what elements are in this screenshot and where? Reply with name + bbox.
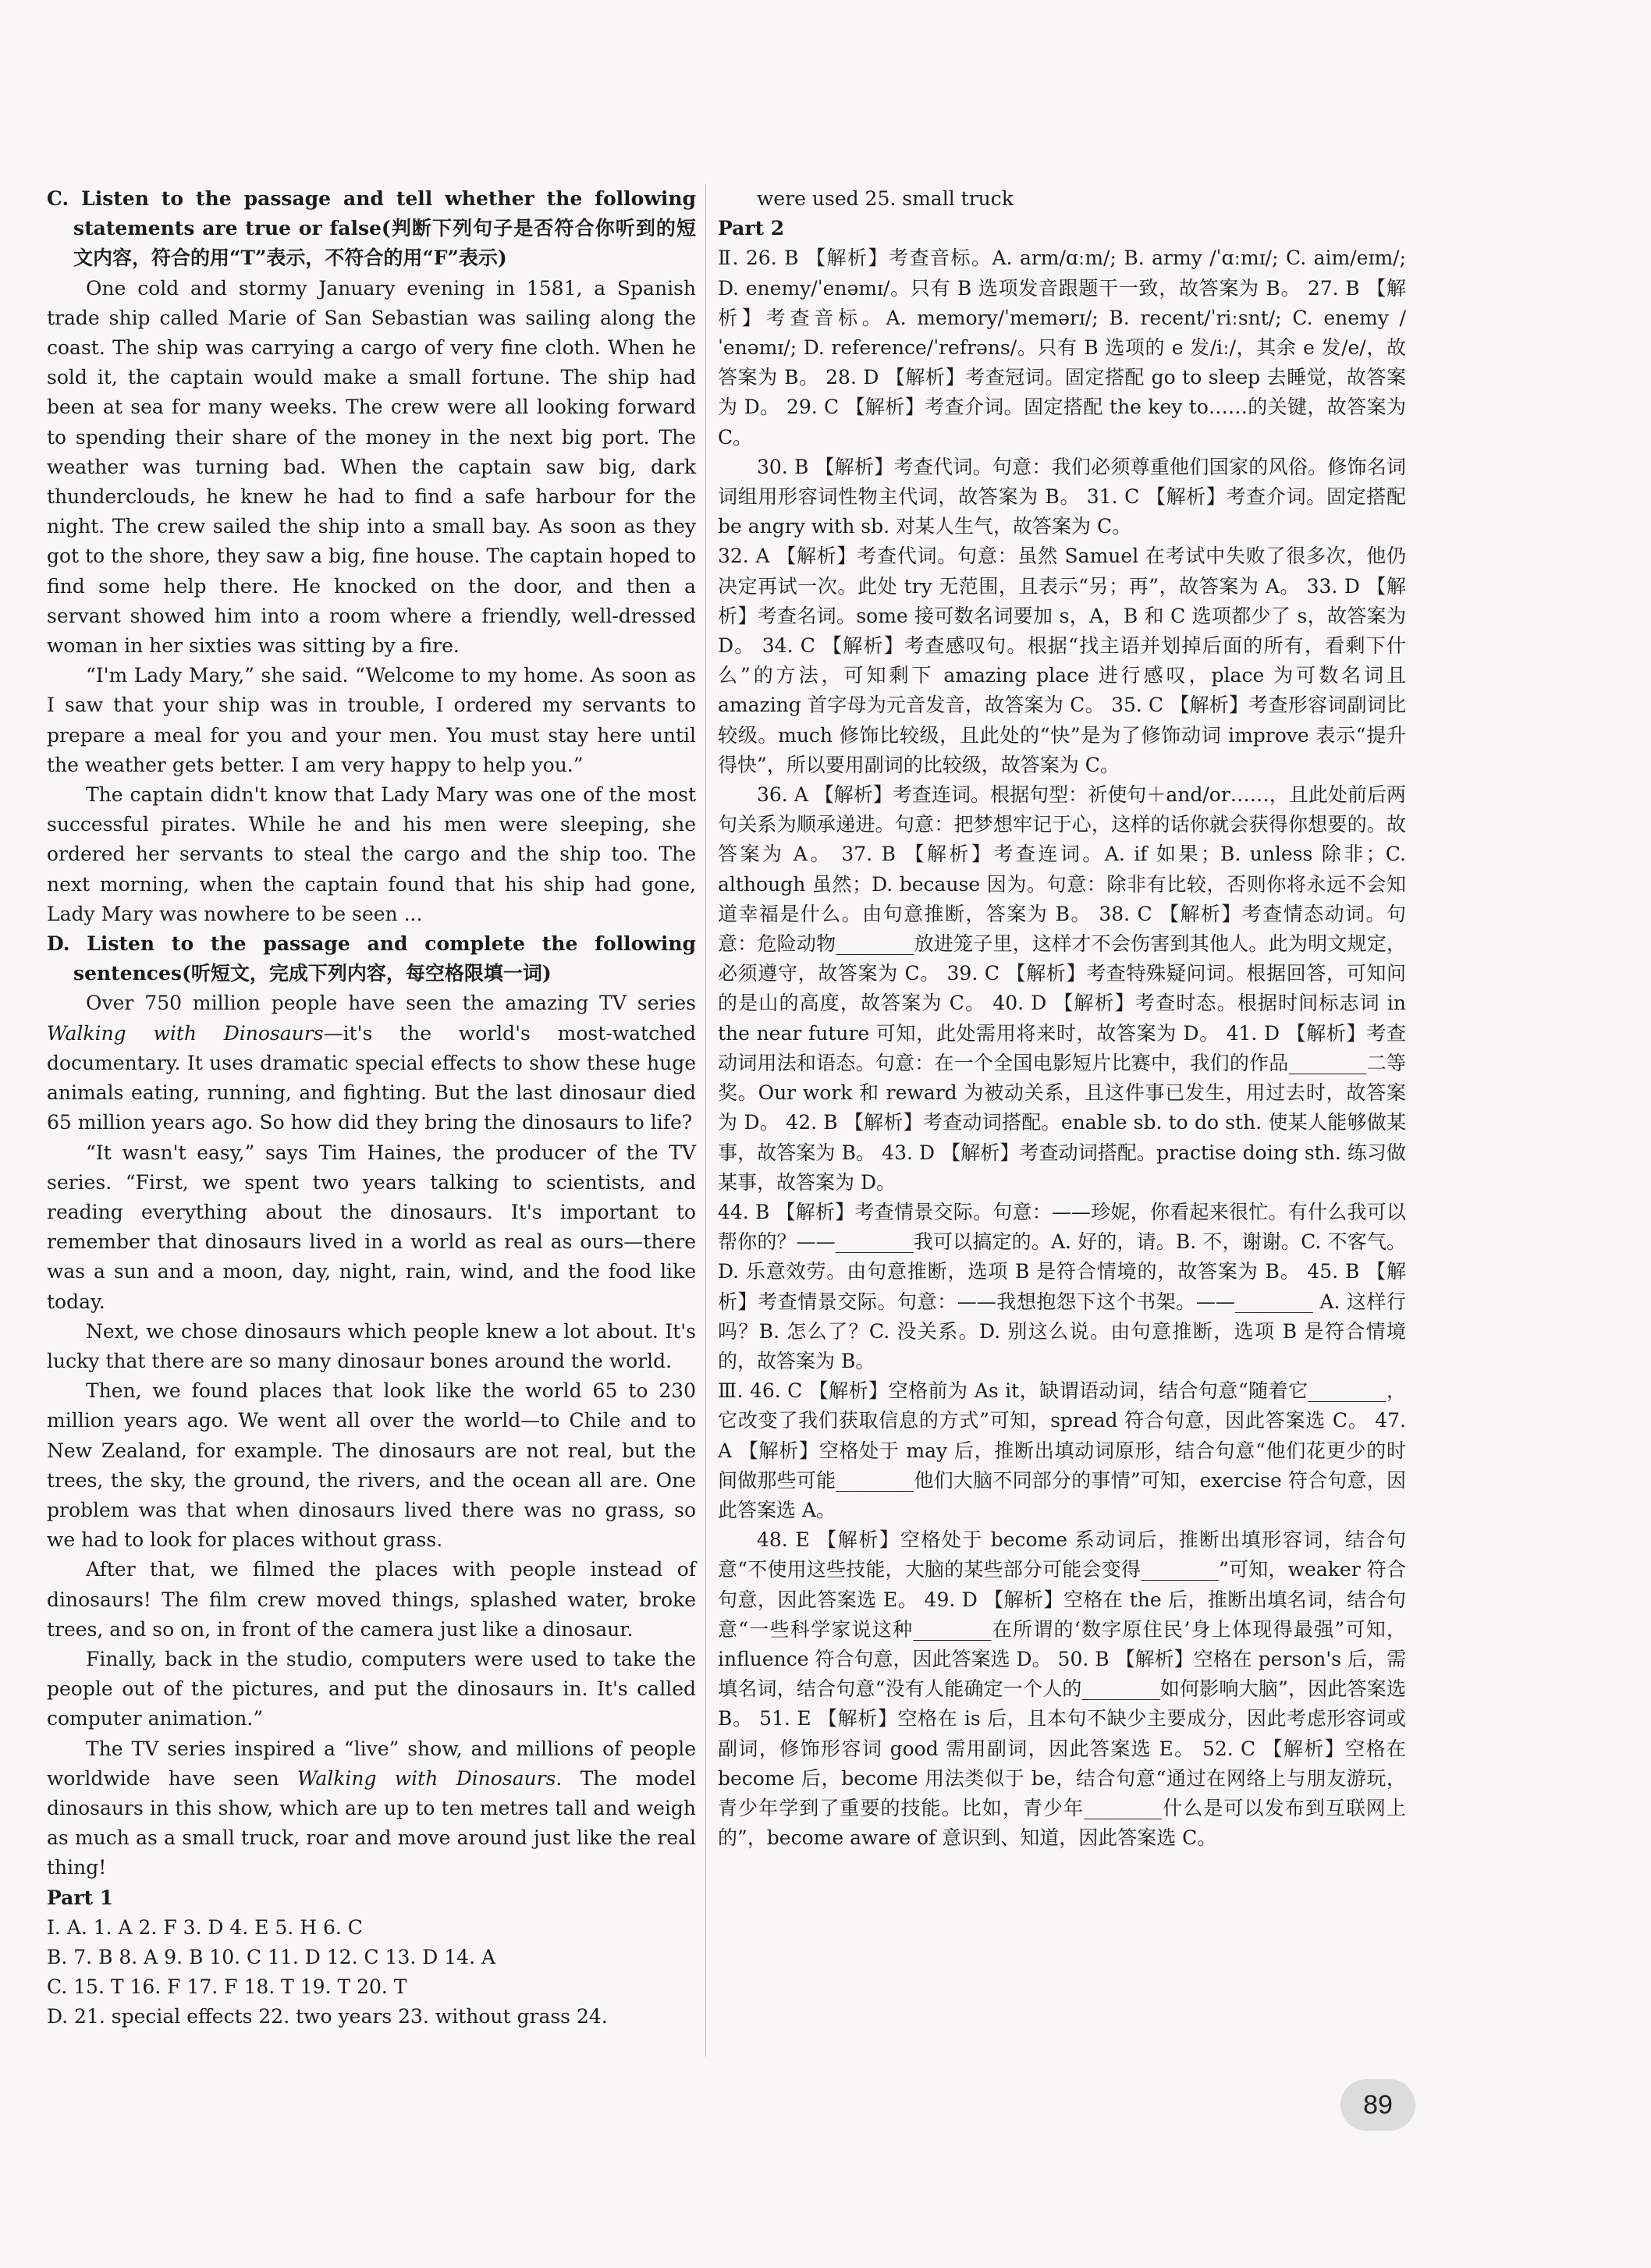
- explanation-paragraph: Ⅲ. 46. C 【解析】空格前为 As it，缺谓语动词，结合句意“随着它________，它改变了我们获取信息的方式”可知，spread 符合句意，因此答案选 C。 47. A 【解析】空格处于 may 后，推断出填动词原形，结合句意“他们花更少的时间做那些可能________他们大脑不同部分的事情”可知，exercise 符合句意，因此答案选 A。: [718, 1379, 1406, 1521]
- section-d-paragraph: “It wasn't easy,” says Tim Haines, the producer of the TV series. “First, we spent two years talking to scientists, and reading everything about the dinosaurs. It's important to remember that dinosaurs lived in a world as real as ours—there was a sun and a moon, day, night, rain, wind, and the food like today.: [47, 1141, 696, 1313]
- section-d-paragraph: After that, we filmed the places with people instead of dinosaurs! The film crew moved things, splashed water, broke trees, and so on, in front of the camera just like a dinosaur.: [47, 1558, 696, 1641]
- explanation-paragraph: 36. A 【解析】考查连词。根据句型：祈使句＋and/or……，且此处前后两句关系为顺承递进。句意：把梦想牢记于心，这样的话你就会获得你想要的。故答案为 A。 37. B 【解析】考查连词。A. if 如果；B. unless 除非；C. although 虽然；D. because 因为。句意：除非有比较，否则你将永远不会知道幸福是什么。由句意推断，答案为 B。 38. C 【解析】考查情态动词。句意：危险动物________放进笼子里，这样才不会伤害到其他人。此为明文规定，必须遵守，故答案为 C。 39. C 【解析】考查特殊疑问词。根据回答，可知问的是山的高度，故答案为 C。 40. D 【解析】考查时态。根据时间标志词 in the near future 可知，此处需用将来时，故答案为 D。 41. D 【解析】考查动词用法和语态。句意：在一个全国电影短片比赛中，我们的作品________二等奖。Our work 和 reward 为被动关系，且这件事已发生，用过去时，故答案为 D。 42. B 【解析】考查动词搭配。enable sb. to do sth. 使某人能够做某事，故答案为 B。 43. D 【解析】考查动词搭配。practise doing sth. 练习做某事，故答案为 D。: [718, 783, 1406, 1194]
- series-title: Walking with Dinosaurs: [296, 1766, 556, 1790]
- section-d-paragraph: Finally, back in the studio, computers were used to take the people out of the pictures, and put the dinosaurs in. It's called computer animation.”: [47, 1647, 696, 1730]
- answer-line: C. 15. T 16. F 17. F 18. T 19. T 20. T: [47, 1975, 407, 1999]
- part-1-label: Part 1: [47, 1886, 114, 1909]
- right-column: [718, 184, 1406, 1853]
- series-title: Walking with Dinosaurs: [47, 1021, 324, 1045]
- answer-line: B. 7. B 8. A 9. B 10. C 11. D 12. C 13. D 14. A: [47, 1945, 496, 1968]
- column-divider: [705, 184, 706, 2057]
- explanation-paragraph: 32. A 【解析】考查代词。句意：虽然 Samuel 在考试中失败了很多次，他仍决定再试一次。此处 try 无范围，且表示“另；再”，故答案为 A。 33. D 【解析】考查名词。some 接可数名词要加 s，A，B 和 C 选项都少了 s，故答案为 D。 34. C 【解析】考查感叹句。根据“找主语并划掉后面的所有，看剩下什么”的方法，可知剩下 amazing place 进行感叹，place 为可数名词且 amazing 首字母为元音发音，故答案为 C。 35. C 【解析】考查形容词副词比较级。much 修饰比较级，且此处的“快”是为了修饰动词 improve 表示“提升得快”，所以要用副词的比较级，故答案为 C。: [718, 545, 1406, 776]
- section-d-paragraph: Then, we found places that look like the world 65 to 230 million years ago. We went all over the world—to Chile and to New Zealand, for example. The dinosaurs are not real, but the trees, the sky, the ground, the rivers, and the ocean all are. One problem was that when dinosaurs lived there was no grass, so we had to look for places without grass.: [47, 1379, 696, 1552]
- section-c-heading: C. Listen to the passage and tell whether the following statements are true or false(判断下列句子是否符合你听到的短文内容，符合的用“T”表示，不符合的用“F”表示): [47, 187, 696, 270]
- text-span: . The model dinosaurs in this show, which are up to ten metres tall and weigh as much as a small truck, roar and move around just like the real thing!: [47, 1766, 697, 1879]
- explanation-paragraph: 48. E 【解析】空格处于 become 系动词后，推断出填形容词，结合句意“不使用这些技能，大脑的某些部分可能会变得________”可知，weaker 符合句意，因此答案选 E。 49. D 【解析】空格在 the 后，推断出填名词，结合句意“一些科学家说这种________在所谓的‘数字原住民’身上体现得最强”可知，influence 符合句意，因此答案选 D。 50. B 【解析】空格在 person's 后，需填名词，结合句意“没有人能确定一个人的________如何影响大脑”，因此答案选 B。 51. E 【解析】空格在 is 后，且本句不缺少主要成分，因此考虑形容词或副词，修饰形容词 good 需用副词，因此答案选 E。 52. C 【解析】空格在 become 后，become 用法类似于 be，结合句意“通过在网络上与朋友游玩，青少年学到了重要的技能。比如，青少年________什么是可以发布到互联网上的”，become aware of 意识到、知道，因此答案选 C。: [718, 1528, 1406, 1850]
- answer-line: Ⅰ. A. 1. A 2. F 3. D 4. E 5. H 6. C: [47, 1915, 363, 1939]
- answer-continuation: were used 25. small truck: [757, 187, 1014, 210]
- explanation-paragraph: 30. B 【解析】考查代词。句意：我们必须尊重他们国家的风俗。修饰名词词组用形容词性物主代词，故答案为 B。 31. C 【解析】考查介词。固定搭配 be angry with sb. 对某人生气，故答案为 C。: [718, 455, 1406, 538]
- section-d-paragraph: Next, we chose dinosaurs which people knew a lot about. It's lucky that there are so many dinosaur bones around the world.: [47, 1319, 696, 1372]
- section-d-paragraph: [47, 988, 696, 1138]
- page-number: 89: [1340, 2079, 1415, 2131]
- section-d-heading: D. Listen to the passage and complete the following sentences(听短文，完成下列内容，每空格限填一词): [47, 932, 696, 985]
- part-2-label: Part 2: [718, 217, 785, 240]
- section-d-paragraph: [47, 1734, 696, 1883]
- explanation-paragraph: 44. B 【解析】考查情景交际。句意：——珍妮，你看起来很忙。有什么我可以帮你的？——________我可以搞定的。A. 好的，请。B. 不，谢谢。C. 不客气。D. 乐意效劳。由句意推断，选项 B 是符合情境的，故答案为 B。 45. B 【解析】考查情景交际。句意：——我想抱怨下这个书架。——________ A. 这样行吗？B. 怎么了？C. 没关系。D. 别这么说。由句意推断，选项 B 是符合情境的，故答案为 B。: [718, 1200, 1406, 1372]
- explanation-paragraph: Ⅱ. 26. B 【解析】考查音标。A. arm/ɑːm/; B. army /ˈɑːmɪ/; C. aim/eɪm/; D. enemy/ˈenəmɪ/。只有 B 选项发音跟题干一致，故答案为 B。 27. B 【解析】考查音标。A. memory/ˈmemərɪ/; B. recent/ˈriːsnt/; C. enemy /ˈenəmɪ/; D. reference/ˈrefrəns/。只有 B 选项的 e 发/iː/，其余 e 发/e/，故答案为 B。 28. D 【解析】考查冠词。固定搭配 go to sleep 去睡觉，故答案为 D。 29. C 【解析】考查介词。固定搭配 the key to……的关键，故答案为 C。: [718, 247, 1406, 449]
- text-span: —it's the world's most-watched documentary. It uses dramatic special effects to show these huge animals eating, running, and fighting. But the last dinosaur died 65 million years ago. So how did they bring the dinosaurs to life?: [47, 1021, 696, 1134]
- section-c-paragraph: One cold and stormy January evening in 1581, a Spanish trade ship called Marie of San Sebastian was sailing along the coast. The ship was carrying a cargo of very fine cloth. When he sold it, the captain would make a small fortune. The ship had been at sea for many weeks. The crew were all looking forward to spending their share of the money in the next big port. The weather was turning bad. When the captain saw big, dark thunderclouds, he knew he had to find a safe harbour for the night. The crew sailed the ship into a small bay. As soon as they got to the shore, they saw a big, fine house. The captain hoped to find some help there. He knocked on the door, and then a servant showed him into a room where a friendly, well-dressed woman in her sixties was sitting by a fire.: [47, 276, 696, 658]
- top-margin: [0, 0, 1651, 31]
- section-c-paragraph: “I'm Lady Mary,” she said. “Welcome to my home. As soon as I saw that your ship was in trouble, I ordered my servants to prepare a meal for you and your men. You must stay here until the weather gets better. I am very happy to help you.”: [47, 664, 696, 776]
- answer-line: D. 21. special effects 22. two years 23. without grass 24.: [47, 2005, 608, 2028]
- left-column: [47, 184, 696, 2032]
- section-c-paragraph: The captain didn't know that Lady Mary was one of the most successful pirates. While he and his men were sleeping, she ordered her servants to steal the cargo and the ship too. The next morning, when the captain found that his ship had gone, Lady Mary was nowhere to be seen ...: [47, 783, 696, 925]
- text-span: Over 750 million people have seen the amazing TV series: [86, 992, 696, 1015]
- text-span: The TV series inspired a “live” show, and millions of people worldwide have seen: [47, 1737, 696, 1790]
